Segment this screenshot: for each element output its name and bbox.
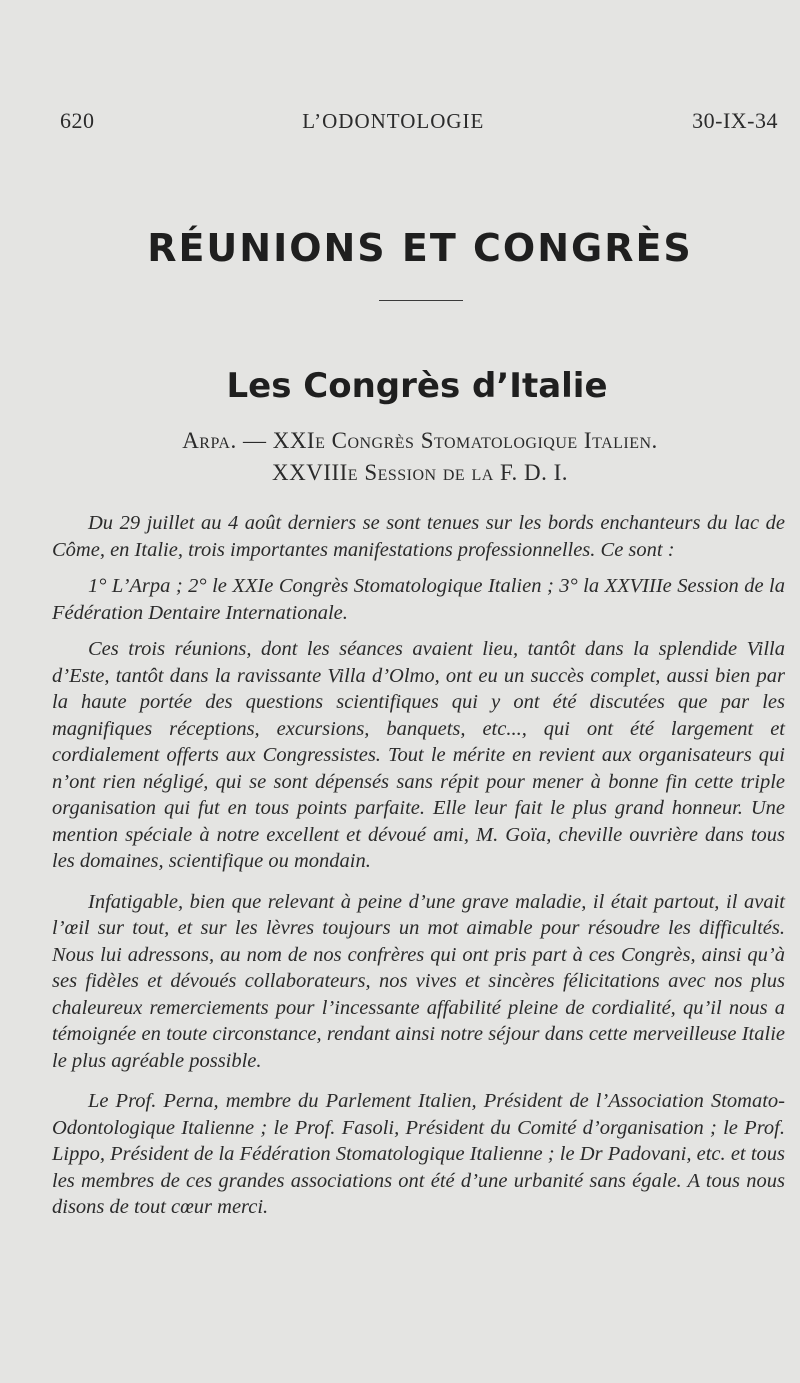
paragraph-4: Infatigable, bien que relevant à peine d’une grave maladie, il était partout, il avait l’œil sur tout, et sur les lèvres toujours un mot aimable pour résoudre les difficultés. Nous lui adressons, au nom de nos confrères qui ont pris part à ces Congrès, ainsi qu’à ses fidèles et dévoués collaborateurs, nos vives et sincères félicitations avec nos plus chaleureux remerciements pour l’incessante affabilité pleine de cordialité, qu’il nous a témoignée en toute circonstance, rendant ainsi notre séjour dans cette merveilleuse Italie le plus agréable possible. [52, 890, 785, 1072]
article-title: Les Congrès d’Italie [226, 366, 608, 406]
paragraph-3: Ces trois réunions, dont les séances avaient lieu, tantôt dans la splendide Villa d’Este, tantôt dans la ravissante Villa d’Olmo, ont eu un succès complet, aussi bien par la haute portée des questions scientifiques qui y ont été discutées que par les magnifiques réceptions, excursions, banquets, etc..., qui ont été largement et cordialement offerts aux Congressistes. Tout le mérite en revient aux organisateurs qui n’ont rien négligé, qui se sont dépensés sans répit pour mener à bonne fin cette triple organisation qui fut en tous points parfaite. Elle leur fait le plus grand honneur. Une mention spéciale à notre excellent et dévoué ami, M. Goïa, cheville ouvrière dans tous les domaines, scientifique ou mondain. [52, 638, 785, 872]
journal-title: L’ODONTOLOGIE [302, 109, 485, 133]
article-subtitle-line-2: XXVIIIe Session de la F. D. I. [271, 460, 568, 485]
paragraph-1: Du 29 juillet au 4 août derniers se sont tenues sur les bords enchanteurs du lac de Côme, en Italie, trois importantes manifestations professionnelles. Ce sont : [52, 512, 785, 561]
article-body [52, 510, 785, 1235]
issue-date: 30-IX-34 [692, 108, 778, 133]
paragraph-5: Le Prof. Perna, membre du Parlement Italien, Président de l’Association Stomato-Odontologique Italienne ; le Prof. Fasoli, Président du Comité d’organisation ; le Prof. Lippo, Président de la Fédération Stomatologique Italienne ; le Dr Padovani, etc. et tous les membres de ces grandes associations ont été d’une urbanité sans égale. A tous nous disons de tout cœur merci. [52, 1090, 785, 1218]
paragraph-2: 1° L’Arpa ; 2° le XXIe Congrès Stomatologique Italien ; 3° la XXVIIIe Session de la Fédération Dentaire Internationale. [52, 575, 785, 624]
page-number: 620 [60, 108, 95, 133]
running-header [60, 108, 778, 134]
section-title: RÉUNIONS ET CONGRÈS [147, 226, 693, 270]
title-divider [379, 300, 463, 301]
article-subtitle-line-1: Arpa. — XXIe Congrès Stomatologique Italien. [182, 428, 658, 453]
